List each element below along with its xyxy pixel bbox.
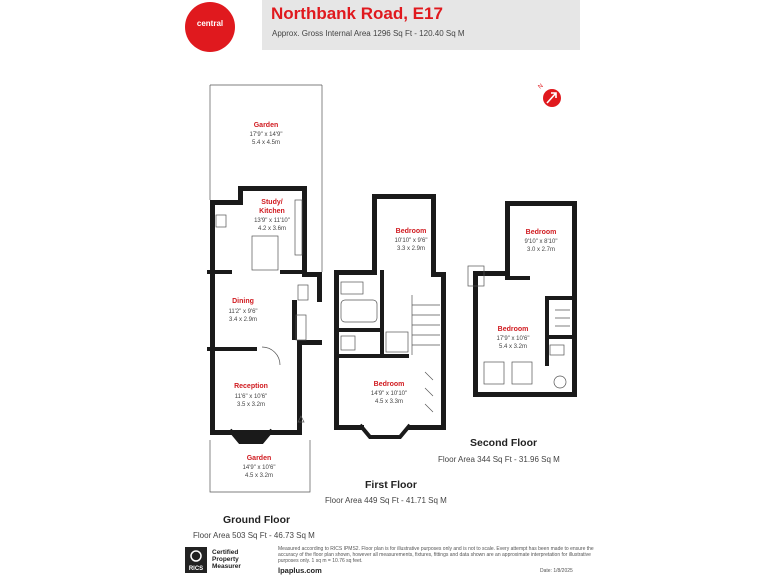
room-bedroom-first-rear-imperial: 10'10" x 9'6"	[394, 238, 428, 244]
svg-text:N: N	[537, 83, 545, 91]
room-bedroom-first-front-name: Bedroom	[373, 381, 405, 388]
room-study-kitchen-name-line1: Study/	[261, 199, 283, 206]
room-bedroom-second-small-metric: 3.0 x 2.7m	[526, 247, 556, 253]
room-garden-front-metric: 4.5 x 3.2m	[244, 473, 274, 479]
property-title: Northbank Road, E17	[271, 4, 443, 23]
room-dining-imperial: 11'2" x 9'6"	[228, 309, 258, 315]
rics-line-1: Certified	[212, 549, 239, 556]
room-bedroom-second-large-name: Bedroom	[497, 326, 529, 333]
room-reception-name: Reception	[234, 383, 268, 390]
room-garden-front-name: Garden	[246, 455, 272, 462]
measurement-disclaimer: Measured according to RICS IPMS2. Floor plan is for illustrative purposes only and is not to scale. Every attempt has been made to ensure the accuracy of the floor plan shown, however all measurements, fixtures, fittings and data shown are an approximate interpretation for illustrative purposes only. 1 sq m = 10.76 sq feet.	[278, 546, 594, 564]
room-bedroom-second-large-imperial: 17'9" x 10'6"	[496, 336, 530, 342]
rics-certification	[212, 549, 241, 570]
room-reception-metric: 3.5 x 3.2m	[236, 402, 266, 408]
second-floor-plan	[468, 201, 577, 397]
room-study-kitchen-metric: 4.2 x 3.6m	[257, 226, 287, 232]
rics-line-2: Property	[212, 556, 239, 563]
website-link[interactable]: lpaplus.com	[278, 566, 322, 575]
rics-logo-text: RICS	[188, 566, 204, 572]
ground-floor-area: Floor Area 503 Sq Ft - 46.73 Sq M	[193, 531, 315, 540]
room-bedroom-second-large-metric: 5.4 x 3.2m	[498, 344, 528, 350]
room-garden-rear-imperial: 17'9" x 14'9"	[249, 132, 283, 138]
room-bedroom-first-front-metric: 4.5 x 3.3m	[374, 399, 404, 405]
room-bedroom-first-rear-metric: 3.3 x 2.9m	[396, 246, 426, 252]
room-reception-imperial: 11'6" x 10'6"	[234, 394, 268, 400]
room-bedroom-first-front-imperial: 14'9" x 10'10"	[370, 391, 408, 397]
room-garden-front-imperial: 14'9" x 10'6"	[242, 465, 276, 471]
brand-logo-text: central	[196, 19, 224, 28]
room-dining-name: Dining	[232, 298, 254, 305]
room-dining-metric: 3.4 x 2.9m	[228, 317, 258, 323]
rics-logo-badge	[185, 547, 207, 573]
ground-floor-title: Ground Floor	[223, 514, 291, 526]
second-floor-title: Second Floor	[470, 437, 538, 449]
room-garden-rear-name: Garden	[253, 122, 279, 129]
second-floor-area: Floor Area 344 Sq Ft - 31.96 Sq M	[438, 455, 560, 464]
room-study-kitchen-imperial: 13'9" x 11'10"	[254, 218, 290, 224]
room-bedroom-first-rear-name: Bedroom	[395, 228, 427, 235]
room-garden-rear-metric: 5.4 x 4.5m	[251, 140, 281, 146]
first-floor-area: Floor Area 449 Sq Ft - 41.71 Sq M	[325, 496, 447, 505]
compass-north-icon	[537, 83, 561, 107]
gross-area-subtitle: Approx. Gross Internal Area 1296 Sq Ft - 120.40 Sq M	[272, 29, 465, 38]
plan-date: Date: 1/8/2025	[540, 568, 573, 574]
rics-line-3: Measurer	[212, 563, 241, 570]
room-study-kitchen-name-line2: Kitchen	[259, 208, 285, 215]
first-floor-title: First Floor	[365, 479, 417, 491]
room-bedroom-second-small-name: Bedroom	[525, 229, 557, 236]
room-bedroom-second-small-imperial: 9'10" x 8'10"	[524, 239, 558, 245]
